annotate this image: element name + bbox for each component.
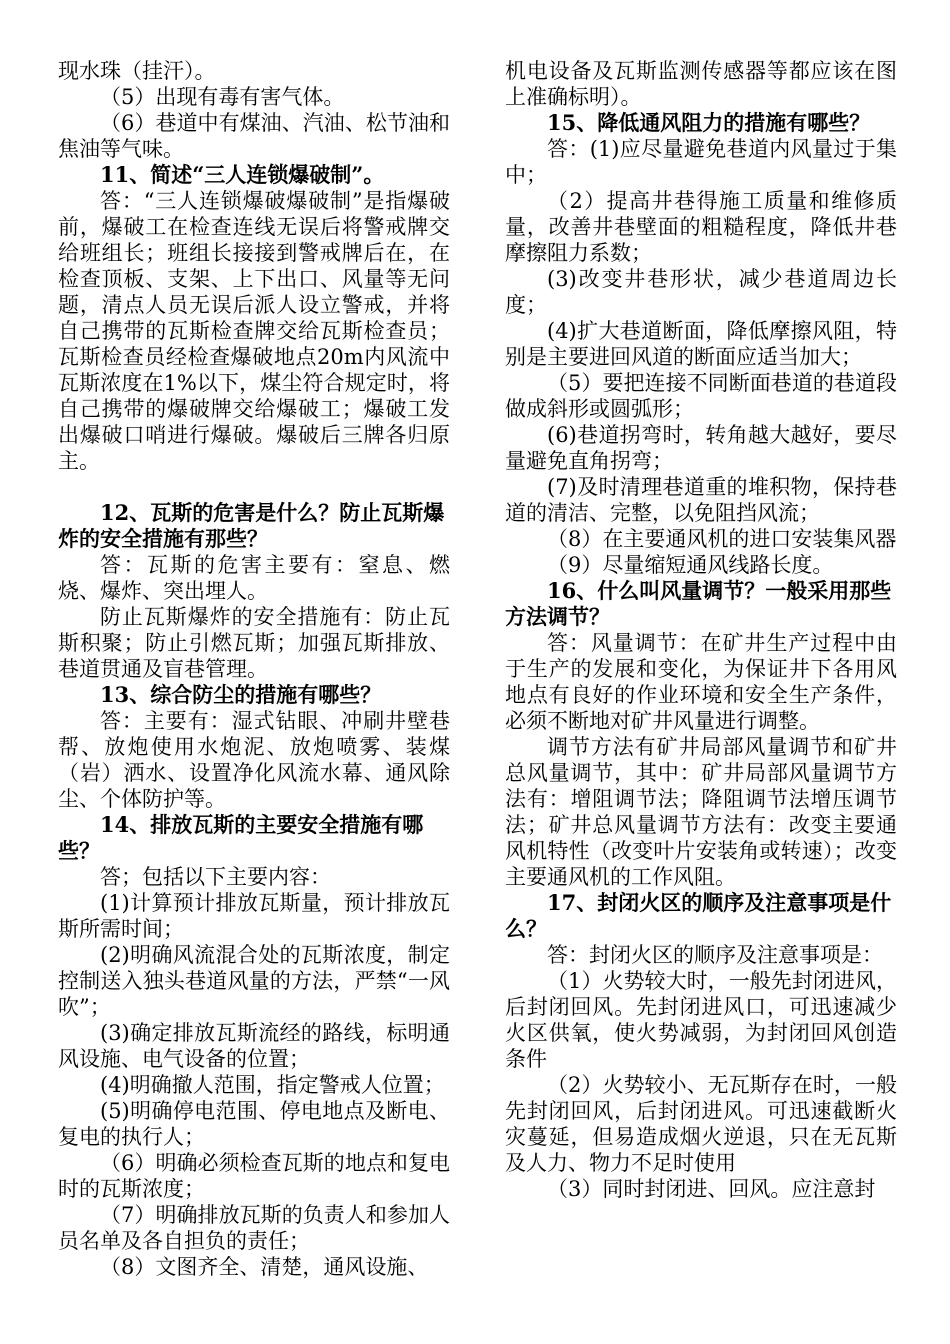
paragraph: （8）在主要通风机的进口安装集风器	[547, 527, 897, 551]
paragraph: 答：封闭火区的顺序及注意事项是：	[547, 943, 883, 967]
question-heading: 14、排放瓦斯的主要安全措施有哪些？	[58, 812, 424, 863]
paragraph: （5）出现有毒有害气体。	[100, 85, 345, 109]
paragraph: 答：主要有：湿式钻眼、冲刷井壁巷帮、放炮使用水炮泥、放炮喷雾、装煤（岩）洒水、设置净化风流水幕、通风除尘、个体防护等。	[58, 709, 450, 811]
blank-line	[58, 474, 450, 500]
question-heading: 16、什么叫风量调节？一般采用那些方法调节？	[505, 578, 892, 629]
paragraph: (4)扩大巷道断面，降低摩擦风阻，特别是主要进回风道的断面应适当加大；	[505, 319, 897, 369]
question-heading: 17、封闭火区的顺序及注意事项是什么？	[505, 890, 892, 941]
paragraph: （5）要把连接不同断面巷道的巷道段做成斜形或圆弧形；	[505, 371, 897, 421]
paragraph: (7)及时清理巷道重的堆积物，保持巷道的清洁、完整，以免阻挡风流；	[505, 475, 897, 525]
paragraph: 答；包括以下主要内容：	[100, 865, 331, 889]
question-heading: 15、降低通风阻力的措施有哪些？	[547, 110, 871, 135]
paragraph: （2）火势较小、无瓦斯存在时，一般先封闭回风，后封闭进风。可迅速截断火灾蔓延，但易造成烟火逆退，只在无瓦斯及人力、物力不足时使用	[505, 1073, 897, 1175]
paragraph: (6)巷道拐弯时，转角越大越好，要尽量避免直角拐弯；	[505, 423, 897, 473]
paragraph: 机电设备及瓦斯监测传感器等都应该在图上准确标明）。	[505, 59, 897, 109]
paragraph: (4)明确撤人范围，指定警戒人位置；	[100, 1073, 445, 1097]
paragraph: （1）火势较大时，一般先封闭进风，后封闭回风。先封闭进风口，可迅速减少火区供氧，使火势减弱，为封闭回风创造条件	[505, 969, 897, 1071]
paragraph: (1)计算预计排放瓦斯量，预计排放瓦斯所需时间；	[58, 891, 450, 941]
right-column	[505, 58, 897, 1202]
paragraph: 答：(1)应尽量避免巷道内风量过于集中；	[505, 137, 897, 187]
paragraph: 答：瓦斯的危害主要有：窒息、燃烧、爆炸、突出埋人。	[58, 553, 450, 603]
paragraph: （2）提高井巷得施工质量和维修质量，改善井巷壁面的粗糙程度，降低井巷摩擦阻力系数；	[505, 189, 897, 265]
paragraph: 防止瓦斯爆炸的安全措施有：防止瓦斯积聚；防止引燃瓦斯；加强瓦斯排放、巷道贯通及盲巷管理。	[58, 605, 450, 681]
question-heading: 11、简述“三人连锁爆破制”。	[100, 162, 385, 187]
paragraph: 调节方法有矿井局部风量调节和矿井总风量调节，其中：矿井局部风量调节方法有：增阻调节法；降阻调节法增压调节法；矿井总风量调节方法有：改变主要通风机特性（改变叶片安装角或转速）；改变主要通风机的工作风阻。	[505, 735, 897, 889]
paragraph: (5)明确停电范围、停电地点及断电、复电的执行人；	[58, 1099, 450, 1149]
paragraph: （8）文图齐全、清楚，通风设施、	[100, 1255, 429, 1279]
paragraph: （3）同时封闭进、回风。应注意封	[547, 1177, 876, 1201]
paragraph: （6）明确必须检查瓦斯的地点和复电时的瓦斯浓度；	[58, 1151, 450, 1201]
paragraph: （6）巷道中有煤油、汽油、松节油和焦油等气味。	[58, 111, 450, 161]
paragraph: (2)明确风流混合处的瓦斯浓度，制定控制送入独头巷道风量的方法，严禁“一风吹”；	[58, 943, 450, 1019]
paragraph: (3)改变井巷形状，减少巷道周边长度；	[505, 267, 897, 317]
paragraph: （7）明确排放瓦斯的负责人和参加人员名单及各自担负的责任；	[58, 1203, 450, 1253]
question-heading: 13、综合防尘的措施有哪些？	[100, 682, 382, 707]
question-heading: 12、瓦斯的危害是什么？防止瓦斯爆炸的安全措施有那些？	[58, 500, 445, 551]
paragraph: 答：风量调节：在矿井生产过程中由于生产的发展和变化，为保证井下各用风地点有良好的作业环境和安全生产条件，必须不断地对矿井风量进行调整。	[505, 631, 897, 733]
paragraph: 答：“三人连锁爆破爆破制”是指爆破前，爆破工在检查连线无误后将警戒牌交给班组长；班组长接接到警戒牌后在，在检查顶板、支架、上下出口、风量等无问题，清点人员无误后派人设立警戒，并将自己携带的瓦斯检查牌交给瓦斯检查员；瓦斯检查员经检查爆破地点20m内风流中瓦斯浓度在1%以下，煤尘符合规定时，将自己携带的爆破牌交给爆破工；爆破工发出爆破口哨进行爆破。爆破后三牌各归原主。	[58, 189, 450, 473]
paragraph: （9）尽量缩短通风线路长度。	[547, 553, 834, 577]
left-column	[58, 58, 450, 1280]
paragraph: 现水珠（挂汗）。	[58, 59, 216, 83]
paragraph: (3)确定排放瓦斯流经的路线，标明通风设施、电气设备的位置；	[58, 1021, 450, 1071]
